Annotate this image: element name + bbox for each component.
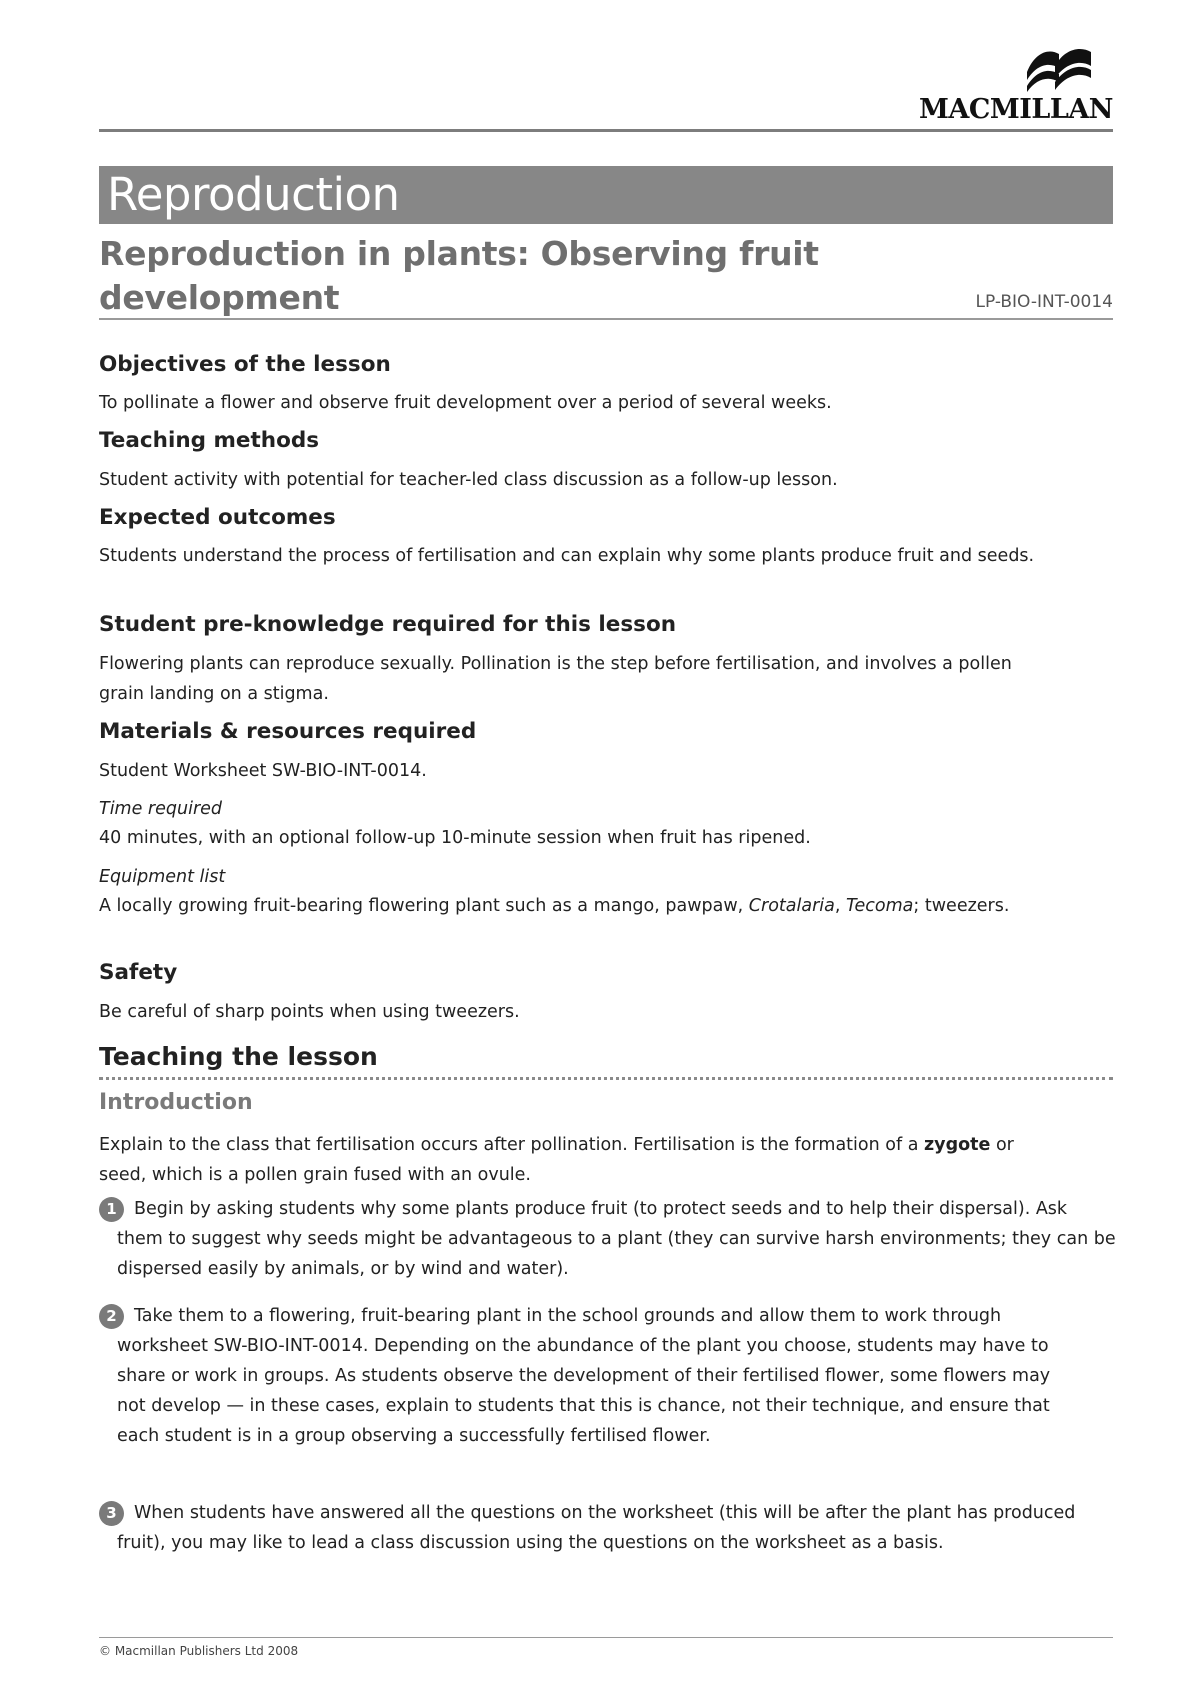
safety-heading: Safety — [99, 960, 178, 985]
copyright-footer: © Macmillan Publishers Ltd 2008 — [99, 1644, 299, 1658]
outcomes-text: Students understand the process of fertilisation and can explain why some plants produce fruit and seeds. — [99, 546, 1035, 566]
lesson-subtitle: Reproduction in plants: Observing fruit development — [99, 234, 819, 317]
materials-heading: Materials & resources required — [99, 719, 477, 744]
header-rule — [99, 129, 1113, 132]
step-text: Take them to a flowering, fruit-bearing plant in the school grounds and allow them to work through worksheet SW-BIO-INT-0014. Depending on the abundance of the plant you choose, students may have to share or work in groups. As students observe the development of their fertilised flower, some flowers may not develop — in these cases, explain to students that this is chance, not their technique, and ensure that each student is in a group observing a successfully fertilised flower. — [117, 1306, 1051, 1446]
dotted-divider — [99, 1077, 1113, 1080]
step-text: Begin by asking students why some plants produce fruit (to protect seeds and to help their dispersal). Ask them to suggest why seeds might be advantageous to a plant (they can survive harsh environments; they can be dispersed easily by animals, or by wind and water). — [117, 1199, 1116, 1279]
title-banner — [99, 166, 1113, 224]
safety-text: Be careful of sharp points when using tweezers. — [99, 1002, 520, 1022]
introduction-text: Explain to the class that fertilisation occurs after pollination. Fertilisation is the formation of a zygote or seed, which is a pollen grain fused with an ovule. — [99, 1135, 1014, 1185]
step-number-badge: 2 — [99, 1304, 124, 1329]
materials-text: Student Worksheet SW-BIO-INT-0014. — [99, 761, 427, 781]
teaching-heading: Teaching the lesson — [99, 1042, 378, 1071]
step-text: When students have answered all the questions on the worksheet (this will be after the plant has produced fruit), you may like to lead a class discussion using the questions on the worksheet as a basis. — [117, 1503, 1076, 1553]
time-required-label: Time required — [99, 799, 223, 819]
equipment-list-label: Equipment list — [99, 867, 226, 887]
step-number-badge: 1 — [99, 1197, 124, 1222]
preknowledge-heading: Student pre-knowledge required for this lesson — [99, 612, 677, 637]
methods-text: Student activity with potential for teacher-led class discussion as a follow-up lesson. — [99, 470, 838, 490]
preknowledge-text: Flowering plants can reproduce sexually. Pollination is the step before fertilisation, and involves a pollen grain landing on a stigma. — [99, 654, 1012, 704]
document-page — [99, 0, 1116, 1696]
macmillan-wordmark: MACMILLAN — [919, 94, 1113, 125]
step-2 — [99, 1301, 1113, 1451]
footer-rule — [99, 1637, 1113, 1638]
subtitle-rule — [99, 318, 1113, 320]
step-1 — [99, 1194, 1116, 1284]
step-3 — [99, 1498, 1113, 1558]
equipment-list-text: A locally growing fruit-bearing flowering plant such as a mango, pawpaw, Crotalaria, Tecoma; tweezers. — [99, 896, 1010, 916]
introduction-heading: Introduction — [99, 1090, 253, 1115]
page-title: Reproduction — [107, 168, 400, 221]
lesson-code: LP-BIO-INT-0014 — [975, 292, 1113, 312]
objectives-heading: Objectives of the lesson — [99, 352, 391, 377]
macmillan-logo — [919, 46, 1113, 126]
macmillan-wave-icon — [1025, 46, 1113, 92]
outcomes-heading: Expected outcomes — [99, 505, 336, 530]
time-required-text: 40 minutes, with an optional follow-up 10-minute session when fruit has ripened. — [99, 828, 811, 848]
step-number-badge: 3 — [99, 1501, 124, 1526]
methods-heading: Teaching methods — [99, 428, 320, 453]
objectives-text: To pollinate a flower and observe fruit development over a period of several weeks. — [99, 393, 832, 413]
